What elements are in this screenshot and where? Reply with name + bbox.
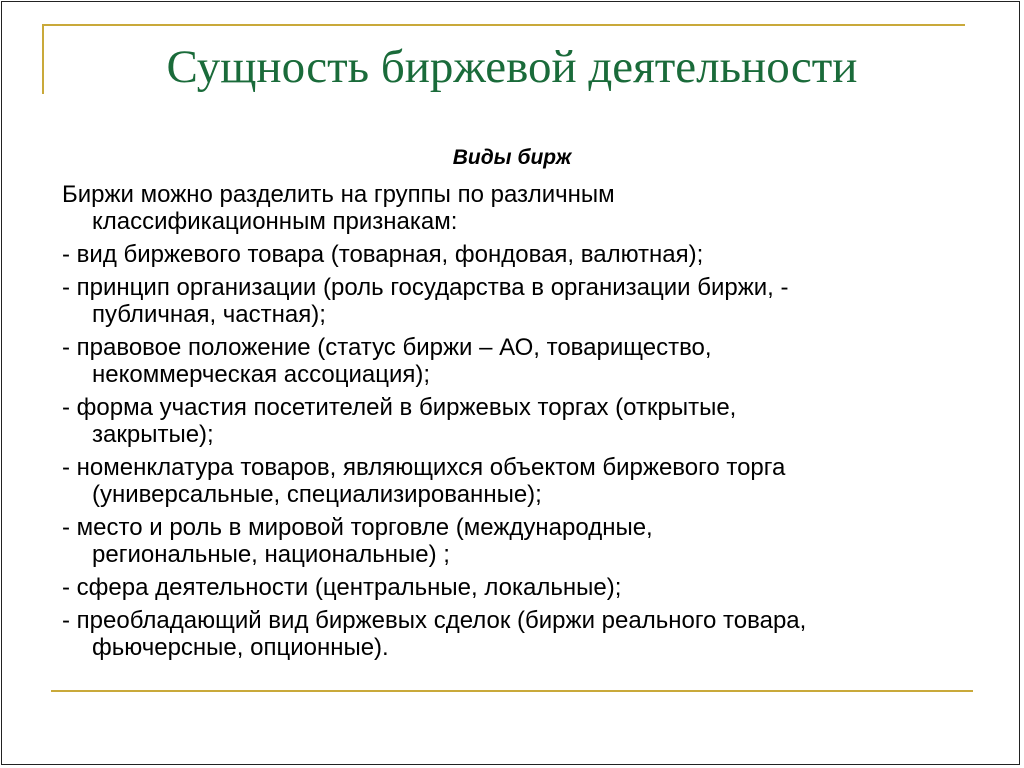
bullet-paragraph <box>62 454 982 508</box>
top-accent-line <box>42 24 965 26</box>
slide-body <box>62 181 982 667</box>
bullet-paragraph <box>62 334 982 388</box>
slide-subtitle: Виды бирж <box>452 146 572 169</box>
text-line: региональные, национальные) ; <box>92 541 450 568</box>
text-line: - вид биржевого товара (товарная, фондовая, валютная); <box>62 241 704 268</box>
text-line: - принцип организации (роль государства в организации биржи, - <box>62 274 789 301</box>
text-line: классификационным признакам: <box>92 208 458 235</box>
text-line: - сфера деятельности (центральные, локальные); <box>62 574 622 601</box>
text-line: публичная, частная); <box>92 301 326 328</box>
bullet-paragraph <box>62 181 982 235</box>
bullet-paragraph <box>62 241 982 268</box>
bullet-paragraph <box>62 514 982 568</box>
bullet-paragraph <box>62 274 982 328</box>
text-line: - место и роль в мировой торговле (международные, <box>62 514 653 541</box>
text-line: - правовое положение (статус биржи – АО, товарищество, <box>62 334 712 361</box>
bottom-accent-line <box>51 690 973 692</box>
text-line: - номенклатура товаров, являющихся объектом биржевого торга <box>62 454 786 481</box>
bullet-paragraph <box>62 574 982 601</box>
text-line: Биржи можно разделить на группы по различным <box>62 181 615 208</box>
bullet-paragraph <box>62 607 982 661</box>
bullet-paragraph <box>62 394 982 448</box>
text-line: - форма участия посетителей в биржевых торгах (открытые, <box>62 394 737 421</box>
text-line: - преобладающий вид биржевых сделок (биржи реального товара, <box>62 607 807 634</box>
slide-title: Сущность биржевой деятельности <box>166 41 858 93</box>
text-line: фьючерсные, опционные). <box>92 634 389 661</box>
text-line: некоммерческая ассоциация); <box>92 361 431 388</box>
text-line: закрытые); <box>92 421 214 448</box>
text-line: (универсальные, специализированные); <box>92 481 542 508</box>
